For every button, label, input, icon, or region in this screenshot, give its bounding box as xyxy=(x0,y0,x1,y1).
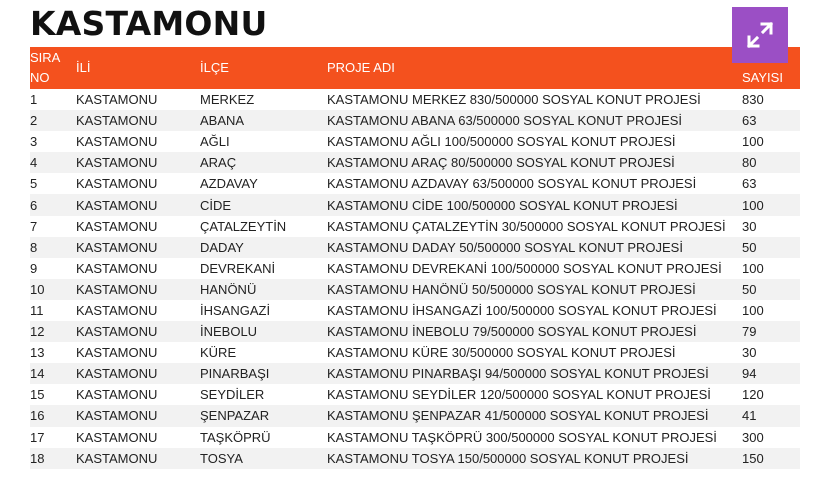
cell-ili: KASTAMONU xyxy=(76,279,200,300)
cell-ilce: SEYDİLER xyxy=(200,384,327,405)
cell-sira-no: 16 xyxy=(30,405,76,426)
cell-ilce: DEVREKANİ xyxy=(200,258,327,279)
table-row xyxy=(30,448,800,469)
cell-ilce: AZDAVAY xyxy=(200,173,327,194)
cell-ilce: KÜRE xyxy=(200,342,327,363)
cell-ilce: İHSANGAZİ xyxy=(200,300,327,321)
table-body xyxy=(30,89,800,469)
cell-ilce: ABANA xyxy=(200,110,327,131)
cell-konut-sayisi: 150 xyxy=(742,448,800,469)
column-header-proje-adi: PROJE ADI xyxy=(327,47,742,89)
cell-ili: KASTAMONU xyxy=(76,194,200,215)
table-row xyxy=(30,173,800,194)
cell-ilce: AĞLI xyxy=(200,131,327,152)
cell-ili: KASTAMONU xyxy=(76,258,200,279)
cell-konut-sayisi: 100 xyxy=(742,300,800,321)
cell-sira-no: 13 xyxy=(30,342,76,363)
cell-proje-adi: KASTAMONU ŞENPAZAR 41/500000 SOSYAL KONUT PROJESİ xyxy=(327,405,742,426)
cell-konut-sayisi: 63 xyxy=(742,110,800,131)
cell-ilce: MERKEZ xyxy=(200,89,327,110)
cell-sira-no: 18 xyxy=(30,448,76,469)
cell-sira-no: 15 xyxy=(30,384,76,405)
table-row xyxy=(30,300,800,321)
cell-sira-no: 1 xyxy=(30,89,76,110)
cell-ili: KASTAMONU xyxy=(76,152,200,173)
cell-ilce: HANÖNÜ xyxy=(200,279,327,300)
cell-sira-no: 9 xyxy=(30,258,76,279)
cell-proje-adi: KASTAMONU ARAÇ 80/500000 SOSYAL KONUT PROJESİ xyxy=(327,152,742,173)
cell-proje-adi: KASTAMONU KÜRE 30/500000 SOSYAL KONUT PROJESİ xyxy=(327,342,742,363)
expand-button[interactable] xyxy=(732,7,788,63)
cell-konut-sayisi: 50 xyxy=(742,279,800,300)
cell-konut-sayisi: 30 xyxy=(742,342,800,363)
cell-sira-no: 14 xyxy=(30,363,76,384)
table-row xyxy=(30,89,800,110)
cell-ilce: CİDE xyxy=(200,194,327,215)
cell-ilce: ARAÇ xyxy=(200,152,327,173)
table-row xyxy=(30,194,800,215)
column-header-sayi-line2: SAYISI xyxy=(742,70,783,85)
table-header xyxy=(30,47,800,89)
cell-proje-adi: KASTAMONU DADAY 50/500000 SOSYAL KONUT PROJESİ xyxy=(327,237,742,258)
table-row xyxy=(30,405,800,426)
cell-sira-no: 10 xyxy=(30,279,76,300)
cell-konut-sayisi: 94 xyxy=(742,363,800,384)
cell-proje-adi: KASTAMONU ABANA 63/500000 SOSYAL KONUT PROJESİ xyxy=(327,110,742,131)
cell-konut-sayisi: 30 xyxy=(742,216,800,237)
housing-projects-table xyxy=(30,47,800,469)
table-row xyxy=(30,427,800,448)
cell-sira-no: 12 xyxy=(30,321,76,342)
table-row xyxy=(30,152,800,173)
cell-proje-adi: KASTAMONU SEYDİLER 120/500000 SOSYAL KONUT PROJESİ xyxy=(327,384,742,405)
page-title: KASTAMONU xyxy=(30,4,268,43)
cell-sira-no: 8 xyxy=(30,237,76,258)
cell-ilce: DADAY xyxy=(200,237,327,258)
cell-ili: KASTAMONU xyxy=(76,131,200,152)
cell-proje-adi: KASTAMONU İNEBOLU 79/500000 SOSYAL KONUT PROJESİ xyxy=(327,321,742,342)
cell-konut-sayisi: 300 xyxy=(742,427,800,448)
cell-ilce: ÇATALZEYTİN xyxy=(200,216,327,237)
cell-konut-sayisi: 100 xyxy=(742,131,800,152)
cell-ili: KASTAMONU xyxy=(76,427,200,448)
cell-proje-adi: KASTAMONU CİDE 100/500000 SOSYAL KONUT PROJESİ xyxy=(327,194,742,215)
cell-proje-adi: KASTAMONU HANÖNÜ 50/500000 SOSYAL KONUT PROJESİ xyxy=(327,279,742,300)
cell-konut-sayisi: 120 xyxy=(742,384,800,405)
table-row xyxy=(30,384,800,405)
table-row xyxy=(30,279,800,300)
table-row xyxy=(30,321,800,342)
cell-ilce: ŞENPAZAR xyxy=(200,405,327,426)
cell-konut-sayisi: 41 xyxy=(742,405,800,426)
cell-proje-adi: KASTAMONU MERKEZ 830/500000 SOSYAL KONUT PROJESİ xyxy=(327,89,742,110)
cell-ili: KASTAMONU xyxy=(76,342,200,363)
cell-ili: KASTAMONU xyxy=(76,363,200,384)
cell-proje-adi: KASTAMONU TOSYA 150/500000 SOSYAL KONUT PROJESİ xyxy=(327,448,742,469)
housing-projects-table-container xyxy=(30,47,800,469)
cell-sira-no: 6 xyxy=(30,194,76,215)
cell-konut-sayisi: 830 xyxy=(742,89,800,110)
table-row xyxy=(30,216,800,237)
cell-proje-adi: KASTAMONU DEVREKANİ 100/500000 SOSYAL KONUT PROJESİ xyxy=(327,258,742,279)
column-header-sira-line2: NO xyxy=(30,70,50,85)
table-row xyxy=(30,110,800,131)
table-row xyxy=(30,131,800,152)
table-row xyxy=(30,363,800,384)
table-header-row xyxy=(30,47,800,89)
cell-ili: KASTAMONU xyxy=(76,384,200,405)
cell-sira-no: 17 xyxy=(30,427,76,448)
cell-ilce: TOSYA xyxy=(200,448,327,469)
cell-proje-adi: KASTAMONU İHSANGAZİ 100/500000 SOSYAL KONUT PROJESİ xyxy=(327,300,742,321)
column-header-ilce: İLÇE xyxy=(200,47,327,89)
cell-sira-no: 4 xyxy=(30,152,76,173)
cell-ili: KASTAMONU xyxy=(76,216,200,237)
cell-ilce: TAŞKÖPRÜ xyxy=(200,427,327,448)
cell-ili: KASTAMONU xyxy=(76,300,200,321)
column-header-sira-no xyxy=(30,47,76,89)
cell-konut-sayisi: 100 xyxy=(742,258,800,279)
cell-sira-no: 2 xyxy=(30,110,76,131)
column-header-ili: İLİ xyxy=(76,47,200,89)
cell-ili: KASTAMONU xyxy=(76,405,200,426)
cell-proje-adi: KASTAMONU AĞLI 100/500000 SOSYAL KONUT PROJESİ xyxy=(327,131,742,152)
cell-sira-no: 3 xyxy=(30,131,76,152)
cell-sira-no: 5 xyxy=(30,173,76,194)
cell-ili: KASTAMONU xyxy=(76,237,200,258)
cell-konut-sayisi: 50 xyxy=(742,237,800,258)
cell-konut-sayisi: 63 xyxy=(742,173,800,194)
cell-proje-adi: KASTAMONU PINARBAŞI 94/500000 SOSYAL KONUT PROJESİ xyxy=(327,363,742,384)
cell-ilce: PINARBAŞI xyxy=(200,363,327,384)
cell-proje-adi: KASTAMONU ÇATALZEYTİN 30/500000 SOSYAL KONUT PROJESİ xyxy=(327,216,742,237)
table-row xyxy=(30,342,800,363)
cell-konut-sayisi: 79 xyxy=(742,321,800,342)
table-row xyxy=(30,258,800,279)
cell-ili: KASTAMONU xyxy=(76,321,200,342)
cell-konut-sayisi: 80 xyxy=(742,152,800,173)
cell-ili: KASTAMONU xyxy=(76,173,200,194)
table-row xyxy=(30,237,800,258)
column-header-sira-line1: SIRA xyxy=(30,50,61,65)
expand-arrows-icon xyxy=(743,18,777,52)
cell-ili: KASTAMONU xyxy=(76,448,200,469)
cell-sira-no: 7 xyxy=(30,216,76,237)
cell-proje-adi: KASTAMONU TAŞKÖPRÜ 300/500000 SOSYAL KONUT PROJESİ xyxy=(327,427,742,448)
cell-konut-sayisi: 100 xyxy=(742,194,800,215)
cell-ili: KASTAMONU xyxy=(76,89,200,110)
cell-sira-no: 11 xyxy=(30,300,76,321)
cell-proje-adi: KASTAMONU AZDAVAY 63/500000 SOSYAL KONUT PROJESİ xyxy=(327,173,742,194)
cell-ilce: İNEBOLU xyxy=(200,321,327,342)
cell-ili: KASTAMONU xyxy=(76,110,200,131)
